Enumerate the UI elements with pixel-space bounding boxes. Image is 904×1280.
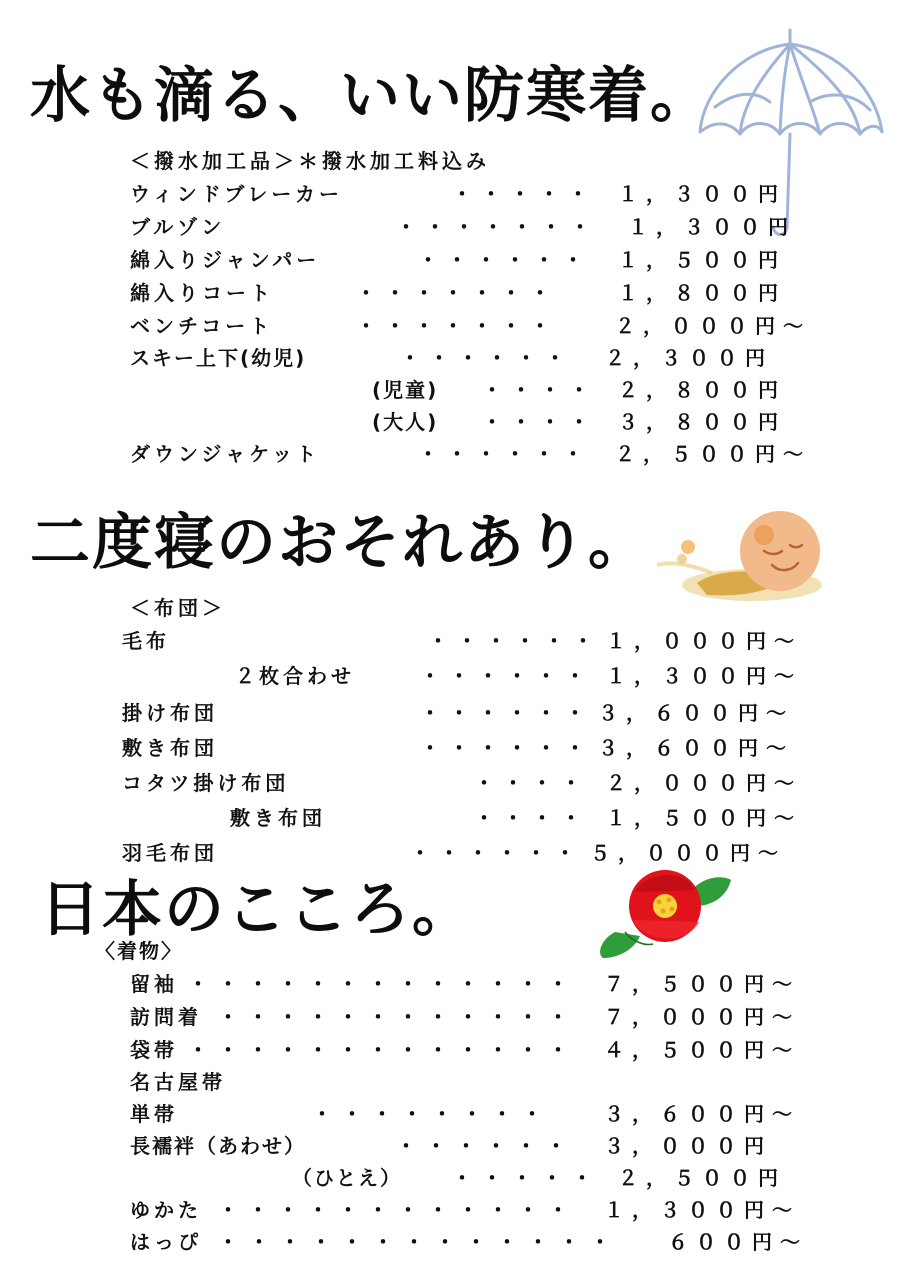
leader-dots: ・・・・ xyxy=(474,771,590,795)
item-price: ２，５００円～ xyxy=(615,442,811,466)
leader-dots: ・・・・・・・ xyxy=(356,314,559,338)
item-name: ダウンジャケット xyxy=(130,442,321,466)
item-name: ベンチコート xyxy=(130,314,274,338)
price-row xyxy=(0,277,904,309)
leader-dots: ・・・・・・ xyxy=(418,248,592,272)
item-price: １，８００円 xyxy=(618,281,786,305)
item-name: 留袖 xyxy=(130,972,178,996)
item-name: 名古屋帯 xyxy=(130,1070,226,1094)
item-name: 敷き布団 xyxy=(122,736,218,760)
leader-dots: ・・・・・・・・・・・・ xyxy=(218,1005,578,1029)
camellia-icon xyxy=(595,862,735,962)
item-name: (児童) xyxy=(372,378,439,402)
item-name: 綿入りコート xyxy=(130,281,274,305)
leader-dots: ・・・・・・ xyxy=(400,346,574,370)
item-name: (大人) xyxy=(372,410,439,434)
leader-dots: ・・・・・・・・・・・・・ xyxy=(188,972,578,996)
leader-dots: ・・・・・・ xyxy=(396,1134,576,1158)
item-price: １，０００円～ xyxy=(606,629,802,653)
item-name: ２枚合わせ xyxy=(235,664,355,688)
price-row xyxy=(0,244,904,276)
item-name: 訪問着 xyxy=(130,1005,202,1029)
section3-title: 日本のこころ。 xyxy=(40,875,474,945)
price-row xyxy=(0,1001,904,1033)
item-name: 敷き布団 xyxy=(230,806,326,830)
item-name: ウィンドブレーカー xyxy=(130,182,343,206)
item-price: ３，６００円～ xyxy=(598,701,794,725)
item-name: 袋帯 xyxy=(130,1038,178,1062)
leader-dots: ・・・・・ xyxy=(452,182,597,206)
section1-note: ＜撥水加工品＞＊撥水加工料込み xyxy=(130,149,490,173)
price-row xyxy=(0,1034,904,1066)
item-name: 羽毛布団 xyxy=(122,841,218,865)
item-name: スキー上下(幼児) xyxy=(130,346,307,370)
price-row xyxy=(0,310,904,342)
leader-dots: ・・・・・・ xyxy=(410,841,584,865)
section2-note: ＜布団＞ xyxy=(130,596,226,620)
item-price: １，３００円～ xyxy=(606,664,802,688)
item-price: ３，６００円～ xyxy=(598,736,794,760)
price-row xyxy=(0,1098,904,1130)
price-row xyxy=(0,968,904,1000)
item-price: ４，５００円～ xyxy=(604,1038,800,1062)
item-price: １，５００円～ xyxy=(606,806,802,830)
section2-title: 二度寝のおそれあり。 xyxy=(30,508,650,578)
item-price: ７，０００円～ xyxy=(604,1005,800,1029)
item-price: ２，０００円～ xyxy=(615,314,811,338)
item-name: ブルゾン xyxy=(130,215,226,239)
price-row xyxy=(0,625,904,657)
item-price: ２，０００円～ xyxy=(606,771,802,795)
price-row xyxy=(0,1066,904,1098)
price-row xyxy=(0,767,904,799)
price-row xyxy=(0,802,904,834)
leader-dots: ・・・・・・ xyxy=(420,736,594,760)
item-price: １，３００円 xyxy=(628,215,796,239)
leader-dots: ・・・・・・ xyxy=(420,701,594,725)
leader-dots: ・・・・・・ xyxy=(420,664,594,688)
price-row xyxy=(0,342,904,374)
price-row xyxy=(0,406,904,438)
leader-dots: ・・・・ xyxy=(482,410,598,434)
price-row xyxy=(0,178,904,210)
leader-dots: ・・・・・・・ xyxy=(356,281,559,305)
item-name: 綿入りジャンパー xyxy=(130,248,321,272)
sleeping-face-icon xyxy=(652,505,837,625)
item-price: １，５００円 xyxy=(618,248,786,272)
item-price: ５，０００円～ xyxy=(590,841,786,865)
leader-dots: ・・・・・・・・・・・・・ xyxy=(188,1038,578,1062)
leader-dots: ・・・・ xyxy=(482,378,598,402)
price-row xyxy=(0,1226,904,1258)
item-name: 長襦袢（あわせ） xyxy=(130,1134,306,1158)
item-price: ７，５００円～ xyxy=(604,972,800,996)
price-row xyxy=(0,1130,904,1162)
leader-dots: ・・・・・・・・・・・・ xyxy=(218,1198,578,1222)
price-row xyxy=(0,374,904,406)
item-name: コタツ掛け布団 xyxy=(122,771,290,795)
item-price: １，３００円～ xyxy=(604,1198,800,1222)
item-name: 単帯 xyxy=(130,1102,178,1126)
leader-dots: ・・・・・ xyxy=(452,1166,602,1190)
item-name: 掛け布団 xyxy=(122,701,218,725)
leader-dots: ・・・・・・・・・・・・・ xyxy=(218,1230,621,1254)
price-row xyxy=(0,697,904,729)
section1-title: 水も滴る、いい防寒着。 xyxy=(30,61,712,131)
price-row xyxy=(0,1194,904,1226)
price-row xyxy=(0,1162,904,1194)
price-row xyxy=(0,438,904,470)
price-row xyxy=(0,732,904,764)
item-price: ６００円～ xyxy=(668,1230,808,1254)
leader-dots: ・・・・・・・ xyxy=(396,215,599,239)
item-name: 毛布 xyxy=(122,629,170,653)
item-price: ２，３００円 xyxy=(605,346,773,370)
item-price: ３，０００円 xyxy=(604,1134,772,1158)
item-price: ３，８００円 xyxy=(618,410,786,434)
leader-dots: ・・・・ xyxy=(474,806,590,830)
item-price: ３，６００円～ xyxy=(604,1102,800,1126)
leader-dots: ・・・・・・ xyxy=(418,442,592,466)
item-name: （ひとえ） xyxy=(292,1166,402,1190)
leader-dots: ・・・・・・・・ xyxy=(312,1102,552,1126)
item-price: ２，５００円 xyxy=(618,1166,786,1190)
item-name: ゆかた xyxy=(130,1198,202,1222)
price-row xyxy=(0,211,904,243)
item-name: はっぴ xyxy=(130,1230,202,1254)
section3-note: 〈着物〉 xyxy=(95,939,183,963)
leader-dots: ・・・・・・ xyxy=(428,629,602,653)
price-row xyxy=(0,660,904,692)
item-price: ２，８００円 xyxy=(618,378,786,402)
item-price: １，３００円 xyxy=(618,182,786,206)
